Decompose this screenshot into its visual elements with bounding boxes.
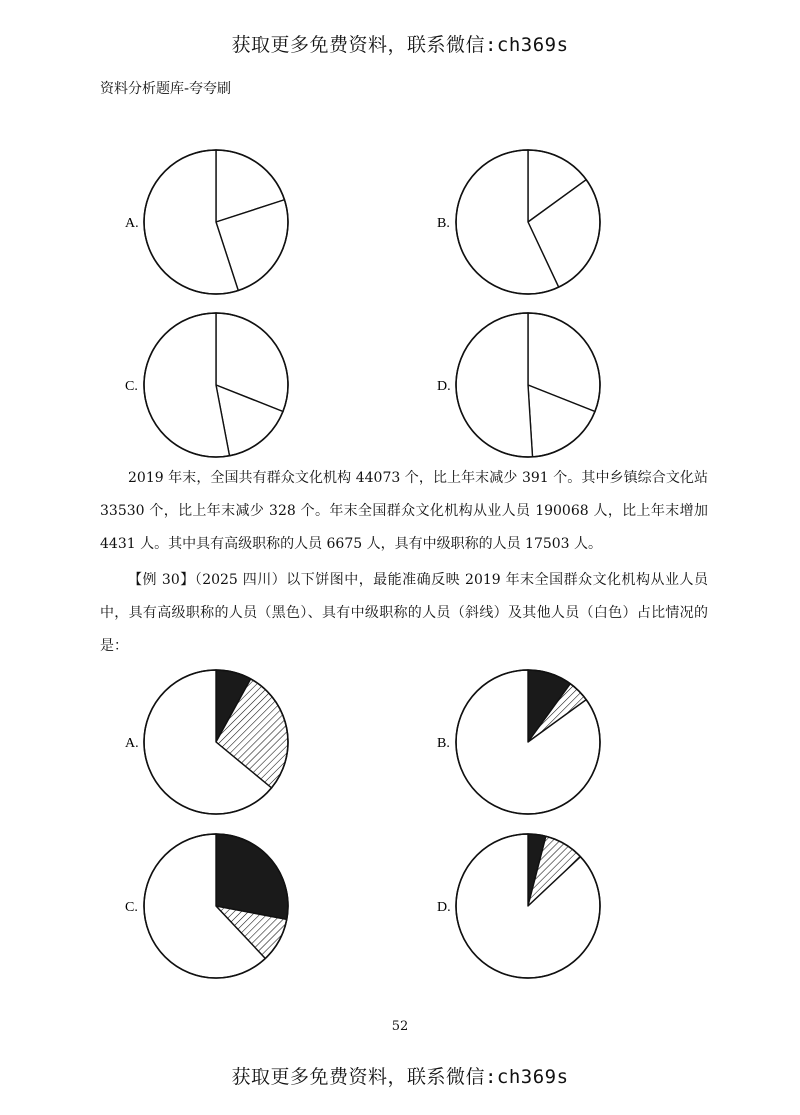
passage: 2019 年末，全国共有群众文化机构 44073 个，比上年末减少 391 个。其中乡镇综合文化站 33530 个，比上年末减少 328 个。年末全国群众文化机构从业人员 190068 人，比上年末增加 4431 人。其中具有高级职称的人员 6675 人，具有中级职称的人员 17503 人。 [100, 470, 708, 552]
option-label-c: C. [125, 379, 138, 394]
option-label-d: D. [437, 379, 451, 394]
page-number: 52 [391, 1019, 409, 1034]
watermark-top: 获取更多免费资料，联系微信:ch369s [231, 34, 569, 56]
option-label-b: B. [437, 216, 450, 231]
option-label-c: C. [125, 900, 138, 915]
question-stem: 【例 30】（2025 四川）以下饼图中，最能准确反映 2019 年末全国群众文化机构从业人员中，具有高级职称的人员（黑色）、具有中级职称的人员（斜线）及其他人员（白色）占比情况的是： [100, 572, 708, 654]
page-header: 资料分析题库-夸夸刷 [100, 81, 232, 97]
option-label-b: B. [437, 736, 450, 751]
pie-set1-d-slice-3 [456, 313, 532, 457]
pie-set1-c-slice-3 [144, 313, 230, 457]
option-label-d: D. [437, 900, 451, 915]
pie-set2-c-slice-1 [216, 834, 288, 919]
option-label-a: A. [125, 216, 139, 231]
option-label-a: A. [125, 736, 139, 751]
watermark-bottom: 获取更多免费资料，联系微信:ch369s [231, 1066, 569, 1088]
